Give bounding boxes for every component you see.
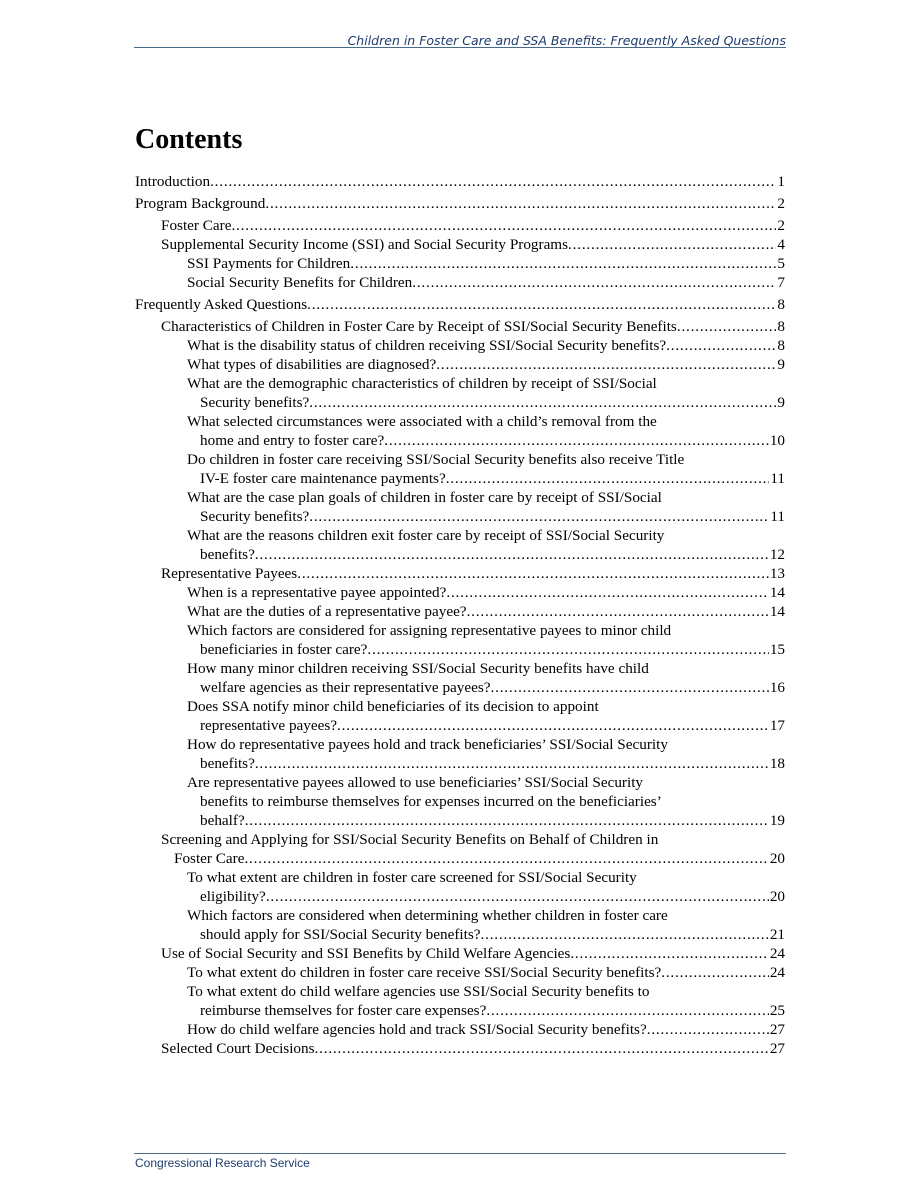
toc-entry[interactable] — [135, 944, 785, 963]
table-of-contents — [135, 172, 785, 1058]
toc-page-number: 27 — [769, 1040, 785, 1057]
toc-entry-text: Characteristics of Children in Foster Care by Receipt of SSI/Social Security Benefits — [161, 318, 677, 335]
toc-entry-text: What are the case plan goals of children in foster care by receipt of SSI/Social — [187, 489, 662, 506]
toc-entry[interactable] — [135, 868, 785, 906]
toc-entry-text: Program Background — [135, 195, 266, 212]
dot-leader — [350, 254, 776, 273]
dot-leader — [568, 235, 776, 254]
toc-entry[interactable] — [135, 659, 785, 697]
toc-page-number: 7 — [777, 274, 785, 291]
toc-entry[interactable] — [135, 235, 785, 254]
toc-entry-text: To what extent are children in foster care screened for SSI/Social Security — [187, 869, 637, 886]
toc-entry[interactable] — [135, 254, 785, 273]
dot-leader — [446, 469, 770, 488]
dot-leader — [309, 393, 776, 412]
page-title: Contents — [135, 124, 243, 155]
toc-entry-text: When is a representative payee appointed? — [187, 584, 447, 601]
toc-entry-text: IV-E foster care maintenance payments? — [200, 470, 446, 487]
toc-entry-text: eligibility? — [200, 888, 266, 905]
toc-entry[interactable] — [135, 295, 785, 314]
toc-page-number: 14 — [769, 603, 785, 620]
dot-leader — [446, 583, 768, 602]
toc-entry-text: benefits to reimburse themselves for expenses incurred on the beneficiaries’ — [200, 793, 662, 810]
footer-rule — [134, 1153, 786, 1154]
toc-page-number: 1 — [777, 173, 785, 190]
dot-leader — [307, 295, 776, 314]
dot-leader — [481, 925, 769, 944]
toc-page-number: 2 — [777, 217, 785, 234]
toc-page-number: 8 — [777, 296, 785, 313]
toc-entry[interactable] — [135, 830, 785, 868]
toc-entry[interactable] — [135, 355, 785, 374]
toc-page-number: 11 — [770, 470, 785, 487]
toc-entry-text: What are the reasons children exit foster care by receipt of SSI/Social Security — [187, 527, 665, 544]
dot-leader — [412, 273, 776, 292]
dot-leader — [570, 944, 768, 963]
toc-entry-text: How do representative payees hold and track beneficiaries’ SSI/Social Security — [187, 736, 668, 753]
toc-entry-text: Supplemental Security Income (SSI) and Social Security Programs — [161, 236, 569, 253]
toc-entry-text: To what extent do child welfare agencies use SSI/Social Security benefits to — [187, 983, 650, 1000]
toc-entry[interactable] — [135, 273, 785, 292]
toc-entry[interactable] — [135, 488, 785, 526]
toc-entry-text: representative payees? — [200, 717, 338, 734]
toc-entry-text: welfare agencies as their representative payees? — [200, 679, 491, 696]
toc-entry-text: Foster Care — [174, 850, 245, 867]
toc-page-number: 8 — [777, 318, 785, 335]
toc-page-number: 25 — [769, 1002, 785, 1019]
toc-entry-text: Screening and Applying for SSI/Social Security Benefits on Behalf of Children in — [161, 831, 659, 848]
dot-leader — [384, 431, 769, 450]
toc-entry-text: Security benefits? — [200, 508, 310, 525]
toc-page-number: 27 — [769, 1021, 785, 1038]
toc-page-number: 20 — [769, 888, 785, 905]
dot-leader — [467, 602, 769, 621]
toc-entry-text: Do children in foster care receiving SSI/Social Security benefits also receive Title — [187, 451, 685, 468]
dot-leader — [231, 216, 776, 235]
dot-leader — [666, 336, 776, 355]
toc-page-number: 24 — [769, 964, 785, 981]
toc-entry[interactable] — [135, 1039, 785, 1058]
toc-page-number: 8 — [777, 337, 785, 354]
toc-page-number: 9 — [777, 356, 785, 373]
toc-entry-text: beneficiaries in foster care? — [200, 641, 368, 658]
toc-entry[interactable] — [135, 735, 785, 773]
toc-entry-text: Which factors are considered for assigning representative payees to minor child — [187, 622, 672, 639]
toc-page-number: 4 — [777, 236, 785, 253]
toc-entry-text: benefits? — [200, 755, 255, 772]
toc-entry-text: reimburse themselves for foster care expenses? — [200, 1002, 487, 1019]
toc-page-number: 21 — [769, 926, 785, 943]
toc-entry-text: Foster Care — [161, 217, 232, 234]
dot-leader — [367, 640, 768, 659]
toc-entry[interactable] — [135, 336, 785, 355]
dot-leader — [244, 849, 768, 868]
dot-leader — [491, 678, 769, 697]
dot-leader — [647, 1020, 769, 1039]
dot-leader — [677, 317, 777, 336]
toc-page-number: 5 — [777, 255, 785, 272]
header-rule — [134, 47, 786, 48]
toc-entry-text: Representative Payees — [161, 565, 298, 582]
toc-page-number: 24 — [769, 945, 785, 962]
toc-page-number: 20 — [769, 850, 785, 867]
toc-entry[interactable] — [135, 697, 785, 735]
dot-leader — [486, 1001, 768, 1020]
toc-entry-text: How many minor children receiving SSI/Social Security benefits have child — [187, 660, 649, 677]
toc-entry-text: To what extent do children in foster care receive SSI/Social Security benefits? — [187, 964, 662, 981]
toc-page-number: 9 — [777, 394, 785, 411]
toc-entry-text: What is the disability status of children receiving SSI/Social Security benefits? — [187, 337, 667, 354]
toc-entry[interactable] — [135, 526, 785, 564]
toc-page-number: 11 — [770, 508, 785, 525]
toc-page-number: 14 — [769, 584, 785, 601]
dot-leader — [436, 355, 776, 374]
toc-page-number: 19 — [769, 812, 785, 829]
toc-entry-text: Are representative payees allowed to use beneficiaries’ SSI/Social Security — [187, 774, 644, 791]
toc-entry-text: What are the demographic characteristics of children by receipt of SSI/Social — [187, 375, 657, 392]
toc-entry-text: SSI Payments for Children — [187, 255, 351, 272]
toc-page-number: 16 — [769, 679, 785, 696]
toc-entry-text: Which factors are considered when determining whether children in foster care — [187, 907, 668, 924]
toc-entry[interactable] — [135, 450, 785, 488]
toc-entry[interactable] — [135, 621, 785, 659]
toc-entry-text: Use of Social Security and SSI Benefits by Child Welfare Agencies — [161, 945, 571, 962]
running-header: Children in Foster Care and SSA Benefits: Frequently Asked Questions — [347, 33, 786, 48]
toc-entry-text: What types of disabilities are diagnosed? — [187, 356, 437, 373]
toc-page-number: 13 — [769, 565, 785, 582]
toc-entry[interactable] — [135, 172, 785, 191]
toc-entry[interactable] — [135, 583, 785, 602]
toc-entry-text: What selected circumstances were associated with a child’s removal from the — [187, 413, 657, 430]
dot-leader — [255, 545, 769, 564]
dot-leader — [266, 887, 769, 906]
dot-leader — [315, 1039, 769, 1058]
footer-publisher: Congressional Research Service — [135, 1156, 310, 1170]
toc-entry[interactable] — [135, 906, 785, 944]
dot-leader — [297, 564, 769, 583]
toc-page-number: 15 — [769, 641, 785, 658]
dot-leader — [661, 963, 769, 982]
toc-entry[interactable] — [135, 773, 785, 830]
toc-page-number: 17 — [769, 717, 785, 734]
toc-entry-text: Security benefits? — [200, 394, 310, 411]
dot-leader — [255, 754, 769, 773]
toc-entry-text: What are the duties of a representative payee? — [187, 603, 467, 620]
toc-page-number: 12 — [769, 546, 785, 563]
dot-leader — [245, 811, 769, 830]
toc-entry-text: How do child welfare agencies hold and track SSI/Social Security benefits? — [187, 1021, 647, 1038]
toc-entry-text: Does SSA notify minor child beneficiaries of its decision to appoint — [187, 698, 599, 715]
toc-page-number: 2 — [777, 195, 785, 212]
toc-entry[interactable] — [135, 564, 785, 583]
toc-entry-text: Frequently Asked Questions — [135, 296, 308, 313]
toc-entry-text: Selected Court Decisions — [161, 1040, 315, 1057]
toc-entry[interactable] — [135, 194, 785, 213]
toc-entry-text: behalf? — [200, 812, 245, 829]
toc-entry[interactable] — [135, 317, 785, 336]
toc-entry-text: Introduction — [135, 173, 211, 190]
toc-entry-text: home and entry to foster care? — [200, 432, 385, 449]
dot-leader — [309, 507, 769, 526]
toc-entry[interactable] — [135, 602, 785, 621]
toc-entry[interactable] — [135, 982, 785, 1020]
dot-leader — [210, 172, 776, 191]
dot-leader — [337, 716, 769, 735]
toc-entry[interactable] — [135, 1020, 785, 1039]
toc-entry-text: Social Security Benefits for Children — [187, 274, 413, 291]
toc-entry-text: benefits? — [200, 546, 255, 563]
toc-entry[interactable] — [135, 412, 785, 450]
toc-entry[interactable] — [135, 216, 785, 235]
toc-entry[interactable] — [135, 963, 785, 982]
toc-page-number: 10 — [769, 432, 785, 449]
toc-entry[interactable] — [135, 374, 785, 412]
dot-leader — [265, 194, 776, 213]
toc-page-number: 18 — [769, 755, 785, 772]
toc-entry-text: should apply for SSI/Social Security benefits? — [200, 926, 481, 943]
